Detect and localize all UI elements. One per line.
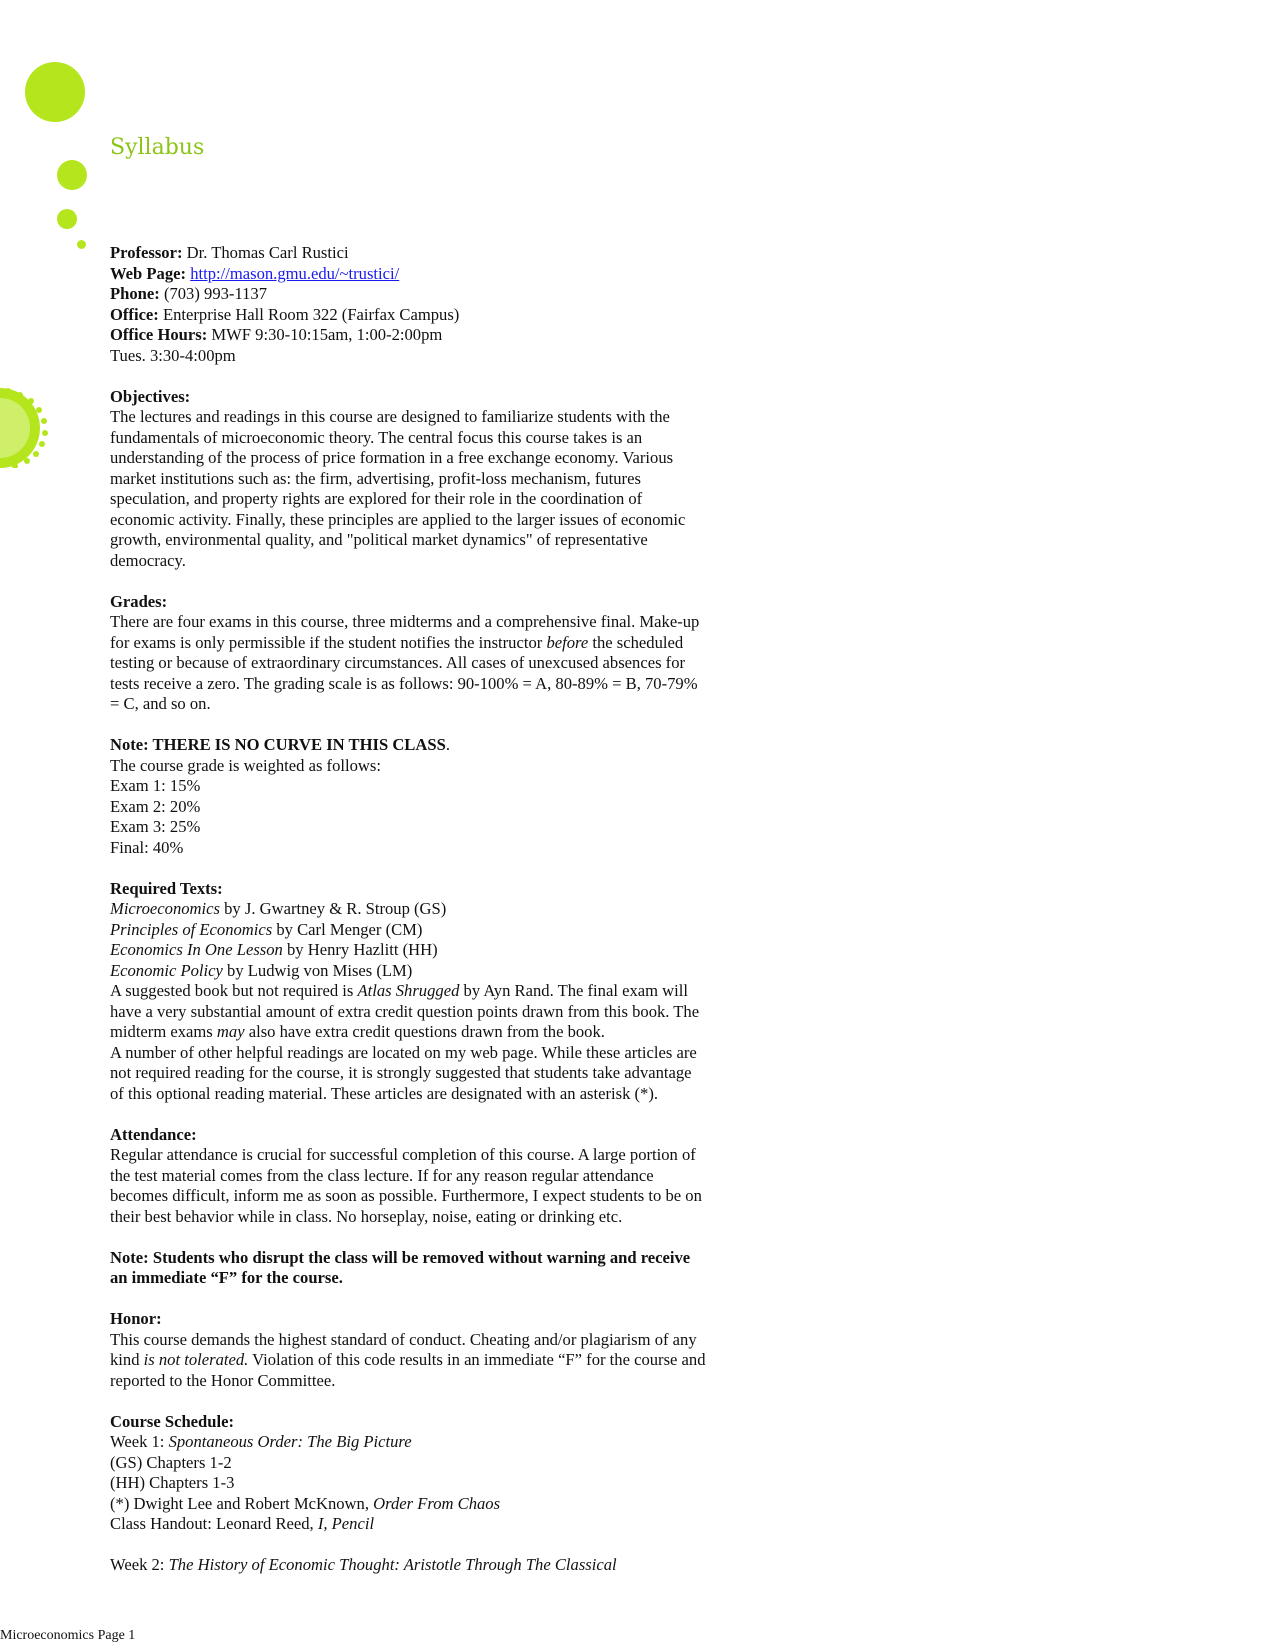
book-item: Economics In One Lesson by Henry Hazlitt (HH) <box>110 940 438 959</box>
reading-item: Class Handout: Leonard Reed, I, Pencil <box>110 1514 375 1533</box>
paragraph-line: understanding of the process of price formation in a free exchange economy. Various <box>110 448 674 467</box>
web-page-line: Web Page: http://mason.gmu.edu/~trustici/ <box>110 263 400 283</box>
disruption-note: Note: Students who disrupt the class will be removed without warning and receive <box>110 1247 691 1267</box>
weight-item: Final: 40% <box>110 837 184 857</box>
page-footer: Microeconomics Page 1 <box>0 1628 136 1643</box>
paragraph-line: = C, and so on. <box>110 694 211 713</box>
web-page-link[interactable]: http://mason.gmu.edu/~trustici/ <box>190 263 400 283</box>
paragraph-line: economic activity. Finally, these principles are applied to the larger issues of economic <box>110 509 686 529</box>
paragraph-line: reported to the Honor Committee. <box>110 1370 336 1390</box>
paragraph-line: The lectures and readings in this course are designed to familiarize students with the <box>110 407 670 426</box>
objectives-heading: Objectives: <box>110 386 191 406</box>
paragraph-line: becomes difficult, inform me as soon as possible. Furthermore, I expect students to be on <box>110 1186 702 1205</box>
office-line: Office: Enterprise Hall Room 322 (Fairfax Campus) <box>110 304 460 324</box>
course-schedule-heading: Course Schedule: <box>110 1411 234 1431</box>
reading-item: (GS) Chapters 1-2 <box>110 1452 232 1472</box>
paragraph-line: speculation, and property rights are explored for their role in the coordination of <box>110 489 643 508</box>
paragraph-line: A number of other helpful readings are located on my web page. While these articles are <box>110 1042 697 1062</box>
office-hours-line: Office Hours: MWF 9:30-10:15am, 1:00-2:00pm <box>110 325 443 344</box>
paragraph-line: democracy. <box>110 550 186 570</box>
paragraph-line: not required reading for the course, it is strongly suggested that students take advantage <box>110 1063 692 1082</box>
paragraph-line: testing or because of extraordinary circumstances. All cases of unexcused absences for <box>110 653 686 672</box>
professor-line: Professor: Dr. Thomas Carl Rustici <box>110 243 349 262</box>
weight-item: Exam 1: 15% <box>110 776 201 795</box>
paragraph-line: growth, environmental quality, and "political market dynamics" of representative <box>110 530 648 549</box>
paragraph-line: fundamentals of microeconomic theory. The central focus this course takes is an <box>110 427 643 447</box>
paragraph-line: kind is not tolerated. Violation of this code results in an immediate “F” for the course and <box>110 1350 706 1369</box>
paragraph-line: tests receive a zero. The grading scale is as follows: 90-100% = A, 80-89% = B, 70-79% <box>110 673 698 693</box>
paragraph-line: A suggested book but not required is Atlas Shrugged by Ayn Rand. The final exam will <box>110 981 688 1000</box>
week-2-title: Week 2: The History of Economic Thought: Aristotle Through The Classical <box>110 1555 617 1574</box>
paragraph-line: the test material comes from the class lecture. If for any reason regular attendance <box>110 1165 654 1185</box>
decorative-circle-small <box>57 209 77 229</box>
weight-item: Exam 2: 20% <box>110 796 201 816</box>
no-curve-note: Note: THERE IS NO CURVE IN THIS CLASS. <box>110 735 450 754</box>
paragraph-line: for exams is only permissible if the student notifies the instructor before the scheduled <box>110 632 684 652</box>
week-1-title: Week 1: Spontaneous Order: The Big Picture <box>110 1432 412 1451</box>
paragraph-line: This course demands the highest standard of conduct. Cheating and/or plagiarism of any <box>110 1329 697 1349</box>
paragraph-line: midterm exams may also have extra credit questions drawn from the book. <box>110 1022 605 1041</box>
honor-heading: Honor: <box>110 1309 162 1328</box>
office-hours-line-2: Tues. 3:30-4:00pm <box>110 345 236 365</box>
paragraph-line: market institutions such as: the firm, advertising, profit-loss mechanism, futures <box>110 468 641 488</box>
decorative-circle-large <box>25 62 85 122</box>
weights-intro: The course grade is weighted as follows: <box>110 755 381 775</box>
decorative-circle-medium <box>57 160 87 190</box>
paragraph-line: their best behavior while in class. No horseplay, noise, eating or drinking etc. <box>110 1206 623 1226</box>
reading-item: (HH) Chapters 1-3 <box>110 1473 235 1492</box>
phone-line: Phone: (703) 993-1137 <box>110 284 268 303</box>
paragraph-line: There are four exams in this course, three midterms and a comprehensive final. Make-up <box>110 612 700 631</box>
decorative-circle-tiny <box>77 240 86 249</box>
required-texts-heading: Required Texts: <box>110 878 223 898</box>
grades-heading: Grades: <box>110 591 168 611</box>
paragraph-line: have a very substantial amount of extra credit question points drawn from this book. The <box>110 1001 700 1021</box>
syllabus-body <box>110 243 790 1576</box>
book-item: Principles of Economics by Carl Menger (CM) <box>110 919 423 939</box>
page-title: Syllabus <box>110 135 205 160</box>
decorative-gear-shape <box>0 388 62 468</box>
reading-item: (*) Dwight Lee and Robert McKnown, Order From Chaos <box>110 1493 501 1513</box>
paragraph-line: of this optional reading material. These articles are designated with an asterisk (*). <box>110 1083 659 1103</box>
disruption-note: an immediate “F” for the course. <box>110 1268 343 1287</box>
book-item: Economic Policy by Ludwig von Mises (LM) <box>110 960 413 980</box>
attendance-heading: Attendance: <box>110 1124 197 1144</box>
weight-item: Exam 3: 25% <box>110 817 201 836</box>
book-item: Microeconomics by J. Gwartney & R. Stroup (GS) <box>110 899 447 918</box>
paragraph-line: Regular attendance is crucial for successful completion of this course. A large portion of <box>110 1145 696 1164</box>
